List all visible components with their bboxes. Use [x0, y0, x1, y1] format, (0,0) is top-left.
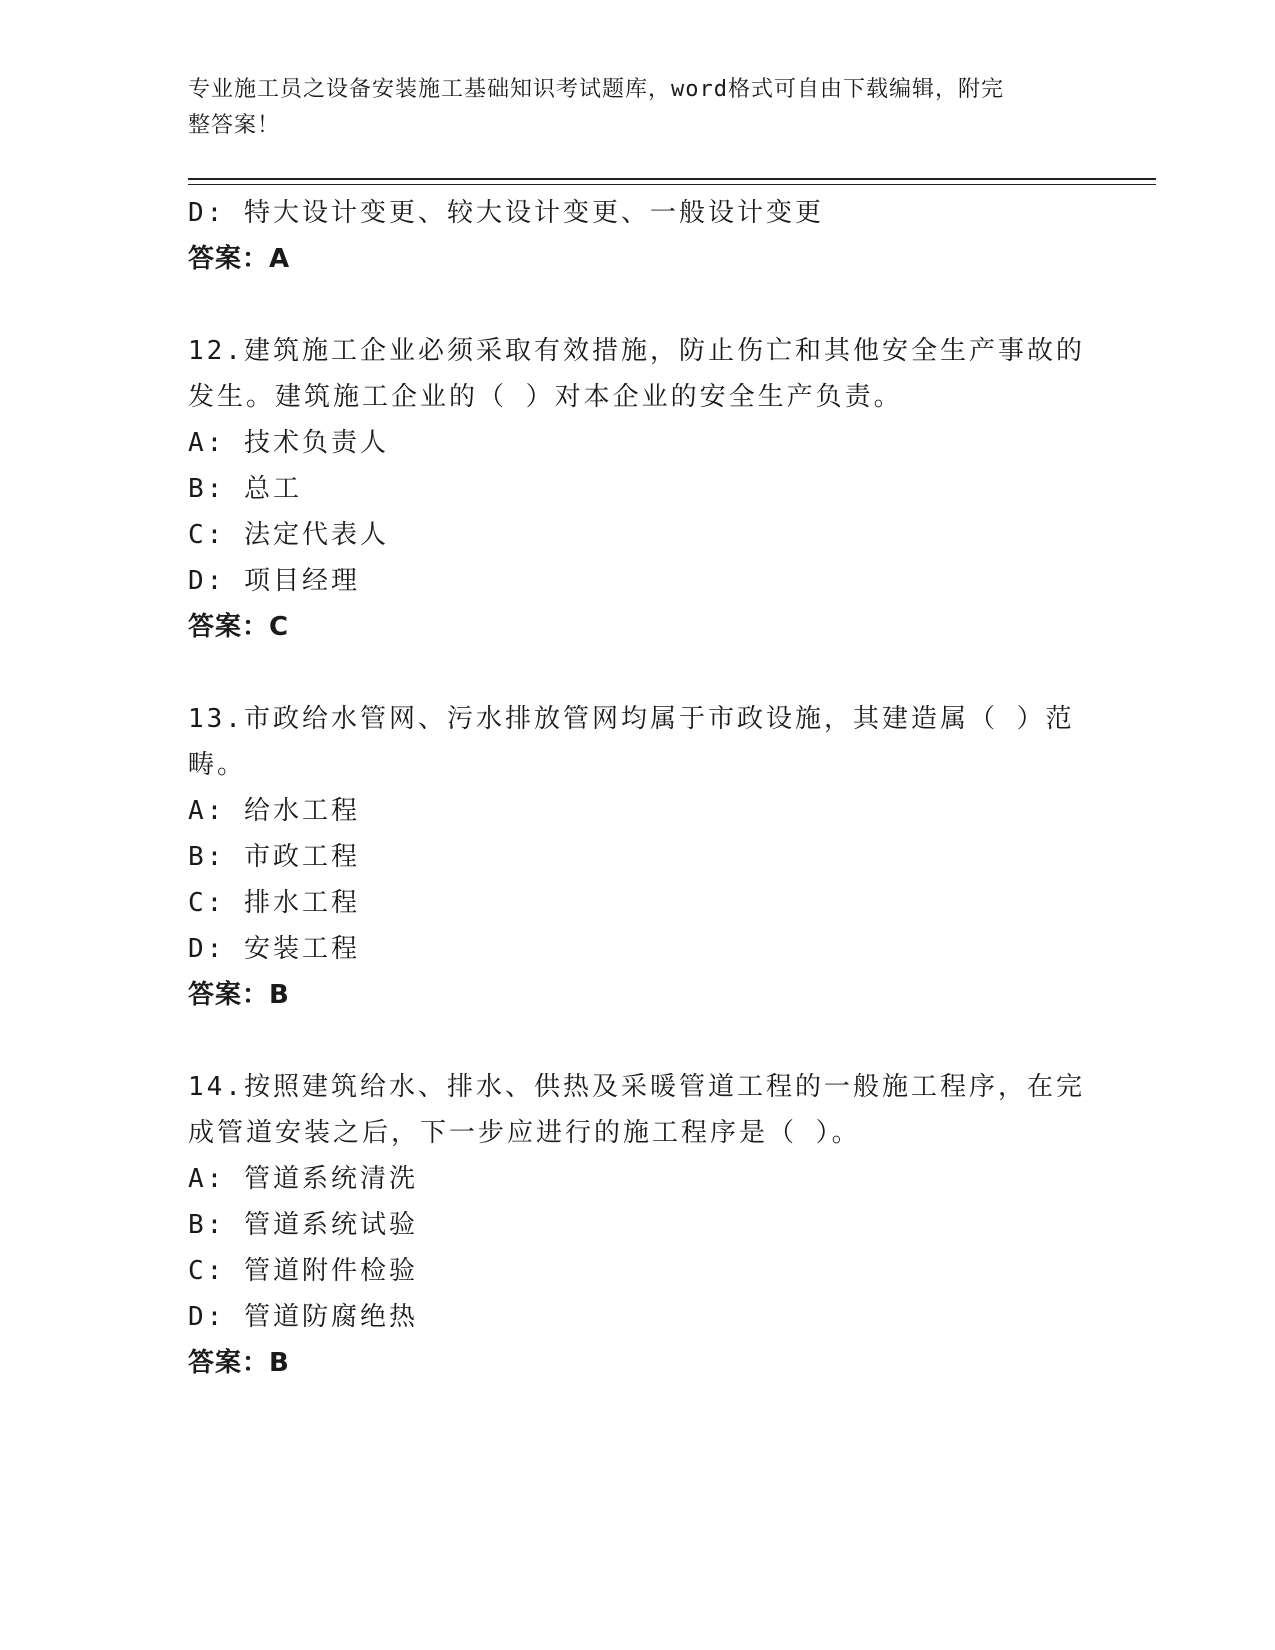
answer-line: 答案：B: [188, 1348, 290, 1378]
option-d: D: 安装工程: [188, 934, 360, 964]
option-d: D: 特大设计变更、较大设计变更、一般设计变更: [188, 198, 824, 228]
question-stem-line-1: 12.建筑施工企业必须采取有效措施，防止伤亡和其他安全生产事故的: [188, 336, 1085, 366]
question-stem-line-2: 成管道安装之后，下一步应进行的施工程序是（ ）。: [188, 1118, 861, 1148]
header-divider-thick: [188, 178, 1156, 180]
option-b: B: 市政工程: [188, 842, 360, 872]
spacer: [188, 650, 1088, 696]
option-c: C: 法定代表人: [188, 520, 389, 550]
question-12: [188, 328, 1088, 650]
spacer: [188, 1018, 1088, 1064]
option-d: D: 管道防腐绝热: [188, 1302, 418, 1332]
header-line-1: 专业施工员之设备安装施工基础知识考试题库，word格式可自由下载编辑，附完: [188, 77, 1004, 102]
answer-line: 答案：B: [188, 980, 290, 1010]
question-content: [188, 190, 1088, 1386]
header-line-2: 整答案！: [188, 113, 281, 138]
question-14: [188, 1064, 1088, 1386]
answer-line: 答案：C: [188, 612, 290, 642]
option-c: C: 排水工程: [188, 888, 360, 918]
question-13: [188, 696, 1088, 1018]
page-header: [188, 72, 1088, 144]
question-stem-line-1: 13.市政给水管网、污水排放管网均属于市政设施，其建造属（ ）范: [188, 704, 1075, 734]
option-b: B: 管道系统试验: [188, 1210, 418, 1240]
option-b: B: 总工: [188, 474, 302, 504]
question-stem-line-2: 发生。建筑施工企业的（ ）对本企业的安全生产负责。: [188, 382, 903, 412]
option-a: A: 技术负责人: [188, 428, 389, 458]
option-a: A: 给水工程: [188, 796, 360, 826]
answer-line: 答案：A: [188, 244, 291, 274]
spacer: [188, 282, 1088, 328]
previous-question-tail: [188, 190, 1088, 282]
question-stem-line-2: 畴。: [188, 750, 247, 780]
option-d: D: 项目经理: [188, 566, 360, 596]
header-divider-thin: [188, 184, 1156, 185]
question-stem-line-1: 14.按照建筑给水、排水、供热及采暖管道工程的一般施工程序，在完: [188, 1072, 1085, 1102]
option-a: A: 管道系统清洗: [188, 1164, 418, 1194]
option-c: C: 管道附件检验: [188, 1256, 418, 1286]
